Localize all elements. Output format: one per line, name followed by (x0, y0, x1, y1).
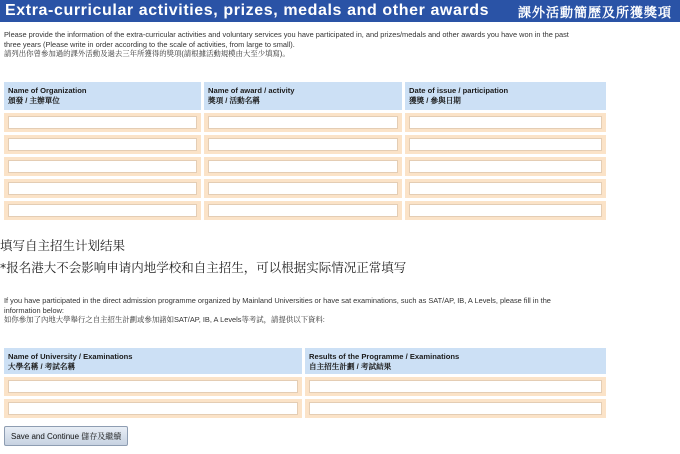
table-row (4, 154, 606, 176)
award-name-input[interactable] (208, 182, 398, 195)
column-header-zh: 大學名稱 / 考試名稱 (8, 361, 76, 371)
table-cell (204, 132, 405, 154)
organization-input[interactable] (8, 116, 197, 129)
annotation-heading: 填写自主招生计划结果 (0, 238, 126, 253)
award-name-input[interactable] (208, 160, 398, 173)
table-cell (4, 396, 305, 418)
section-title-en: Extra-curricular activities, prizes, medals and other awards (5, 2, 490, 19)
column-header-results (305, 348, 606, 374)
date-input[interactable] (409, 116, 602, 129)
table-cell (405, 198, 606, 220)
table-cell (4, 176, 204, 198)
date-input[interactable] (409, 182, 602, 195)
awards-instructions (4, 30, 676, 59)
column-header-zh: 獎項 / 活動名稱 (208, 95, 260, 105)
award-name-input[interactable] (208, 116, 398, 129)
date-input[interactable] (409, 160, 602, 173)
awards-table-header (4, 82, 606, 110)
annotation-note: *报名港大不会影响申请内地学校和自主招生，可以根据实际情况正常填写 (0, 260, 407, 275)
table-row (4, 110, 606, 132)
column-header-organization (4, 82, 204, 110)
table-cell (204, 198, 405, 220)
column-header-en: Name of Organization (8, 86, 87, 95)
organization-input[interactable] (8, 182, 197, 195)
save-and-continue-button[interactable]: Save and Continue 儲存及繼續 (4, 426, 128, 446)
column-header-date (405, 82, 606, 110)
award-name-input[interactable] (208, 138, 398, 151)
table-cell (4, 198, 204, 220)
table-cell (405, 110, 606, 132)
instructions-line-zh: 請列出你曾參加過的課外活動及過去三年所獲得的獎項(請根據活動規模由大至少填寫)。 (4, 49, 290, 58)
table-cell (405, 154, 606, 176)
table-cell (405, 132, 606, 154)
column-header-zh: 獲獎 / 參與日期 (409, 95, 461, 105)
date-input[interactable] (409, 204, 602, 217)
table-cell (204, 176, 405, 198)
award-name-input[interactable] (208, 204, 398, 217)
table-row (4, 396, 606, 418)
table-row (4, 198, 606, 220)
section-header-bar (0, 0, 680, 22)
table-cell (204, 110, 405, 132)
instructions-line: information below: (4, 305, 64, 315)
exam-table (4, 348, 606, 418)
organization-input[interactable] (8, 204, 197, 217)
table-cell (305, 374, 606, 396)
column-header-en: Date of issue / participation (409, 86, 509, 95)
instructions-line: If you have participated in the direct admission programme organized by Mainland Universities or have sat examinations, such as SAT/AP, IB, A Levels, please fill in the (4, 296, 551, 305)
table-cell (405, 176, 606, 198)
column-header-award (204, 82, 405, 110)
results-input[interactable] (309, 380, 602, 393)
column-header-university (4, 348, 305, 374)
exam-table-header (4, 348, 606, 374)
organization-input[interactable] (8, 138, 197, 151)
table-cell (4, 132, 204, 154)
organization-input[interactable] (8, 160, 197, 173)
date-input[interactable] (409, 138, 602, 151)
column-header-en: Name of award / activity (208, 86, 295, 95)
instructions-line: Please provide the information of the extra-curricular activities and voluntary services you have participated in, and prizes/medals and other awards you have won in the past (4, 30, 569, 39)
table-cell (204, 154, 405, 176)
column-header-en: Name of University / Examinations (8, 352, 133, 361)
table-row (4, 374, 606, 396)
column-header-zh: 自主招生計劃 / 考試結果 (309, 361, 392, 371)
awards-table (4, 82, 606, 220)
instructions-line-zh: 如你參加了內地大學舉行之自主招生計劃或參加諸如SAT/AP, IB, A Levels等考試，請提供以下資料: (4, 315, 325, 324)
university-input[interactable] (8, 380, 298, 393)
column-header-en: Results of the Programme / Examinations (309, 352, 460, 361)
direct-admission-instructions (4, 296, 676, 325)
table-row (4, 132, 606, 154)
table-cell (4, 374, 305, 396)
table-cell (305, 396, 606, 418)
table-cell (4, 110, 204, 132)
university-input[interactable] (8, 402, 298, 415)
section-title-zh: 課外活動簡歷及所獲獎項 (517, 4, 672, 20)
results-input[interactable] (309, 402, 602, 415)
instructions-line: three years (Please write in order according to the scale of activities, from large to small). (4, 39, 295, 49)
table-row (4, 176, 606, 198)
column-header-zh: 頒發 / 主辦單位 (8, 95, 60, 105)
table-cell (4, 154, 204, 176)
